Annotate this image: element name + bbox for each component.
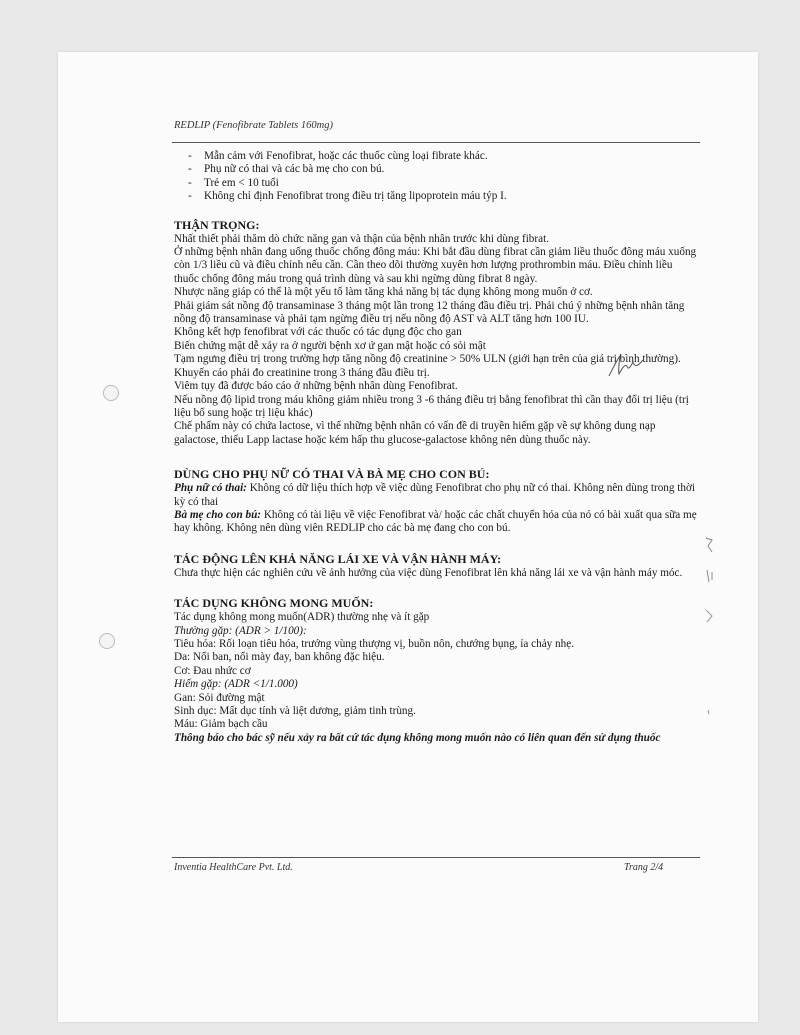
list-item: Cơ: Đau nhức cơ [174,664,251,677]
rare-label: Hiếm gặp: (ADR <1/1.000) [174,678,298,691]
list-item: Sinh dục: Mất dục tính và liệt dương, giảm tinh trùng. [174,705,416,717]
pregnant-label: Phụ nữ có thai: [174,482,247,495]
footer-company: Inventia HealthCare Pvt. Ltd. [174,862,293,873]
paragraph: Không kết hợp fenofibrat với các thuốc có tác dụng độc cho gan [174,326,462,339]
pregnancy-heading: DÙNG CHO PHỤ NỮ CÓ THAI VÀ BÀ MẸ CHO CON BÚ: [174,467,490,482]
list-item: - Mẫn cảm với Fenofibrat, hoặc các thuốc cùng loại fibrate khác. [188,150,700,163]
handwritten-signature [606,352,646,380]
paragraph: Chế phẩm này có chứa lactose, vì thế những bệnh nhân có vấn đề di truyền hiếm gặp về sự không dung nạp galactose, thiếu Lapp lactase hoặc kém hấp thu glucose-galactose không nên dùng thuốc này. [174,420,656,446]
paragraph: Viêm tụy đã được báo cáo ở những bệnh nhân dùng Fenofibrat. [174,380,458,393]
paragraph: Phải giám sát nồng độ transaminase 3 tháng một lần trong 12 tháng đầu điều trị. Phải chú ý những bệnh nhân tăng nồng độ transaminase và phải tạm ngừng điều trị nếu nồng độ AST và ALT tăng hơn 100 IU. [174,299,685,326]
driving-paragraph: Chưa thực hiện các nghiên cứu về ảnh hưởng của việc dùng Fenofibrat lên khả năng lái xe và vận hành máy móc. [174,566,683,579]
page-number: Trang 2/4 [624,862,664,873]
document-body [174,150,700,745]
driving-heading: TÁC ĐỘNG LÊN KHẢ NĂNG LÁI XE VÀ VẬN HÀNH MÁY: [174,551,502,566]
paragraph: Nếu nồng độ lipid trong máu không giảm nhiều trong 3 -6 tháng điều trị bằng fenofibrat thì cần thay đổi trị liệu (trị liệu bổ sung hoặc trị liệu khác) [174,393,689,419]
list-item: Tiêu hóa: Rối loạn tiêu hóa, trướng vùng thượng vị, buồn nôn, chướng bụng, ỉa chảy nhẹ. [174,637,575,650]
list-item: - Không chỉ định Fenofibrat trong điều trị tăng lipoprotein máu týp I. [188,190,700,203]
document-header: REDLIP (Fenofibrate Tablets 160mg) [174,120,333,131]
adverse-heading: TÁC DỤNG KHÔNG MONG MUỐN: [174,596,374,611]
lactation-label: Bà mẹ cho con bú: [174,508,262,521]
list-item: - Phụ nữ có thai và các bà mẹ cho con bú. [188,163,700,176]
header-divider [172,142,700,143]
margin-stamp-marks [700,530,720,730]
lactation-paragraph [174,509,700,536]
common-label: Thường gặp: (ADR > 1/100): [174,624,307,637]
paragraph: Ở những bệnh nhân đang uống thuốc chống đông máu: Khi bắt đầu dùng fibrat cần giảm liều thuốc đông máu xuống còn 1/3 liều cũ và điều chỉnh nếu cần. Cần theo dõi thường xuyên hơn lượng prothrombin máu. Điều chỉnh liều thuốc chống đông máu trong quá trình dùng và sau khi ngừng dùng fibrat 8 ngày. [174,246,697,285]
punch-hole-bottom [99,633,115,649]
precautions-heading: THẬN TRỌNG: [174,217,260,232]
list-item: Máu: Giảm bạch cầu [174,718,268,731]
doctor-notice: Thông báo cho bác sỹ nếu xảy ra bất cứ tác dụng không mong muốn nào có liên quan đến sử dụng thuốc [174,731,661,744]
punch-hole-top [103,385,119,401]
pregnant-text: Không có dữ liệu thích hợp về việc dùng Fenofibrat cho phụ nữ có thai. Không nên dùng trong thời kỳ có thai [174,482,695,508]
contraindications-list [188,150,700,204]
pregnancy-paragraph [174,482,700,509]
paragraph: Biến chứng mật dễ xảy ra ở người bệnh xơ ứ gan mật hoặc có sỏi mật [174,339,486,352]
list-item: Da: Nổi ban, nổi mày đay, ban không đặc hiệu. [174,651,385,664]
list-item: - Trẻ em < 10 tuổi [188,177,700,190]
paragraph: Nhược năng giáp có thể là một yếu tố làm tăng khả năng bị tác dụng không mong muốn ở cơ. [174,286,593,299]
paragraph: Tạm ngưng điều trị trong trường hợp tăng nồng độ creatinine > 50% ULN (giới hạn trên của giá trị bình thường). Khuyến cáo phải đo creatinine trong 3 tháng đầu điều trị. [174,353,681,379]
footer-divider [172,857,700,858]
paragraph: Nhất thiết phải thăm dò chức năng gan và thận của bệnh nhân trước khi dùng fibrat. [174,232,549,245]
list-item: Gan: Sỏi đường mật [174,691,265,704]
adverse-intro: Tác dụng không mong muốn(ADR) thường nhẹ và ít gặp [174,611,430,624]
lactation-text: Không có tài liệu về việc Fenofibrat và/ hoặc các chất chuyển hóa của nó có bài xuất qua sữa mẹ hay không. Không nên dùng viên REDLIP cho các bà mẹ đang cho con bú. [174,508,697,535]
